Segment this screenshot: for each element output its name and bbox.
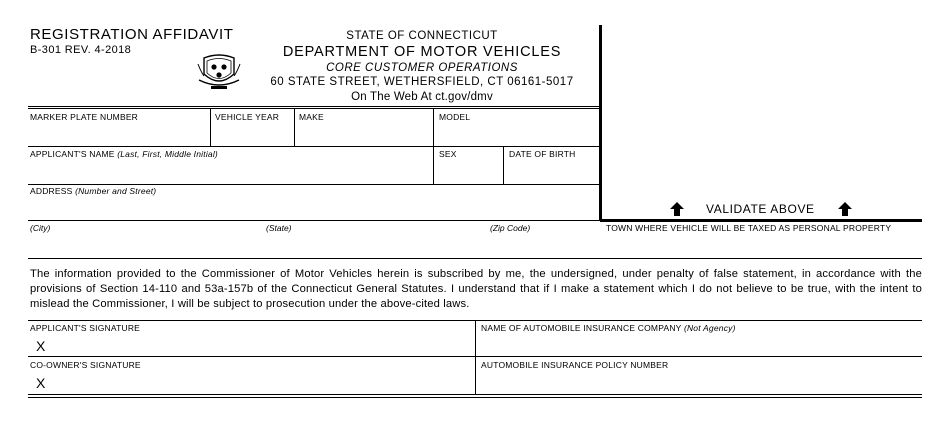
zip-code-field[interactable]: (Zip Code) bbox=[490, 223, 531, 233]
validate-above-label: VALIDATE ABOVE bbox=[706, 202, 815, 216]
insurance-company-field[interactable] bbox=[481, 323, 736, 333]
header-address: 60 STATE STREET, WETHERSFIELD, CT 06161-5017 bbox=[270, 76, 574, 88]
applicant-name-field[interactable] bbox=[30, 149, 218, 159]
city-field[interactable]: (City) bbox=[30, 223, 51, 233]
coowner-signature-mark: X bbox=[36, 375, 46, 391]
header-web: On The Web At ct.gov/dmv bbox=[351, 91, 493, 103]
arrow-up-icon bbox=[670, 202, 684, 216]
applicant-name-label: APPLICANT'S NAME bbox=[30, 149, 115, 159]
state-field[interactable]: (State) bbox=[266, 223, 292, 233]
form-title: REGISTRATION AFFIDAVIT bbox=[30, 26, 234, 43]
applicant-signature-field[interactable]: APPLICANT'S SIGNATURE bbox=[30, 323, 141, 333]
header-department: DEPARTMENT OF MOTOR VEHICLES bbox=[282, 44, 562, 60]
town-taxed-field[interactable]: TOWN WHERE VEHICLE WILL BE TAXED AS PERSONAL PROPERTY bbox=[606, 223, 892, 233]
header-state: STATE OF CONNECTICUT bbox=[346, 30, 498, 42]
policy-number-field[interactable]: AUTOMOBILE INSURANCE POLICY NUMBER bbox=[481, 360, 669, 370]
model-field[interactable]: MODEL bbox=[439, 112, 471, 122]
state-seal-icon bbox=[196, 50, 242, 92]
make-field[interactable]: MAKE bbox=[299, 112, 324, 122]
marker-plate-field[interactable]: MARKER PLATE NUMBER bbox=[30, 112, 139, 122]
applicant-signature-mark: X bbox=[36, 338, 46, 354]
address-field[interactable] bbox=[30, 186, 156, 196]
legal-statement: The information provided to the Commissioner of Motor Vehicles herein is subscribed by me, the undersigned, under penalty of false statement, in accordance with the provisions of Section 14-110 and 53a-157b of the Connecticut General Statutes. I understand that if I make a statement which I do not believe to be true, with the intent to mislead the Commissioner, I will be subject to prosecution under the above-cited laws. bbox=[30, 268, 922, 310]
date-of-birth-field[interactable]: DATE OF BIRTH bbox=[509, 149, 576, 159]
coowner-signature-field[interactable]: CO-OWNER'S SIGNATURE bbox=[30, 360, 141, 370]
form-number: B-301 REV. 4-2018 bbox=[30, 44, 132, 56]
address-label: ADDRESS bbox=[30, 186, 73, 196]
insurance-company-label: NAME OF AUTOMOBILE INSURANCE COMPANY bbox=[481, 323, 682, 333]
insurance-company-hint: (Not Agency) bbox=[683, 323, 736, 333]
validation-border bbox=[599, 25, 602, 221]
header-division: CORE CUSTOMER OPERATIONS bbox=[326, 62, 518, 74]
vehicle-year-field[interactable]: VEHICLE YEAR bbox=[215, 112, 280, 122]
applicant-name-hint: (Last, First, Middle Initial) bbox=[117, 149, 218, 159]
arrow-up-icon bbox=[838, 202, 852, 216]
sex-field[interactable]: SEX bbox=[439, 149, 457, 159]
address-hint: (Number and Street) bbox=[75, 186, 157, 196]
